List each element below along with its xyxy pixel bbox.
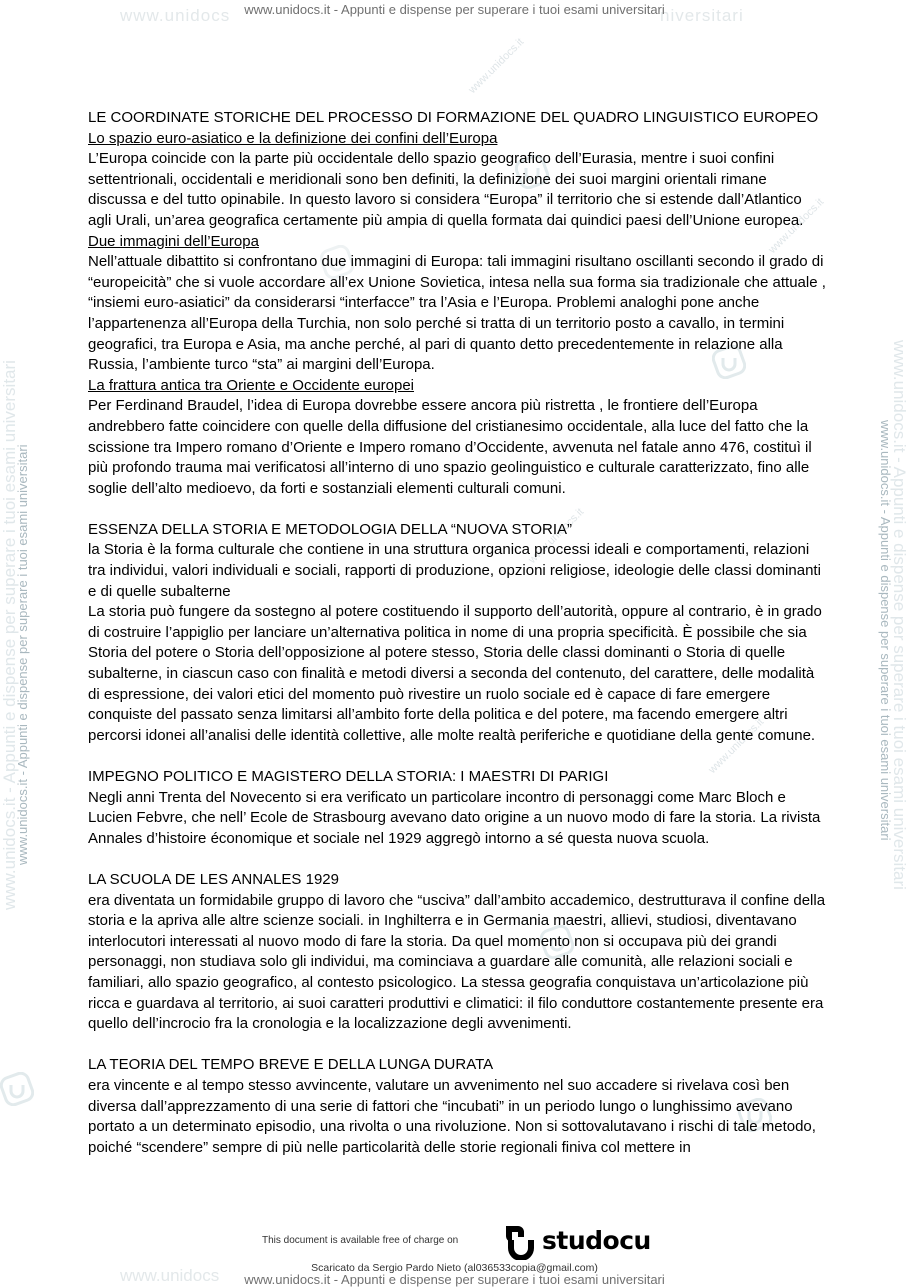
watermark-ghost-left: www.unidocs.it - Appunti e dispense per superare i tuoi esami universitari: [0, 360, 19, 910]
watermark-diagonal: www.unidocs.it: [526, 506, 587, 566]
watermark-ghost-top-left: www.unidocs: [120, 6, 231, 25]
watermark-logo-icon: [0, 1072, 34, 1106]
spacer: [88, 499, 828, 520]
studocu-brand[interactable]: studocu: [542, 1226, 651, 1255]
watermark-bottom: www.unidocs.it - Appunti e dispense per superare i tuoi esami universitari: [244, 1272, 665, 1287]
watermark-diagonal: www.unidocs.it: [466, 36, 527, 96]
downloaded-by: [0, 1262, 909, 1274]
spacer: [88, 1035, 828, 1056]
section-heading-essenza: ESSENZA DELLA STORIA E METODOLOGIA DELLA “NUOVA STORIA”: [88, 520, 573, 538]
watermark-right: www.unidocs.it - Appunti e dispense per superare i tuoi esami universitari: [878, 420, 893, 841]
section-subheading: Lo spazio euro-asiatico e la definizione dei confini dell’Europa: [88, 129, 498, 147]
section-heading-scuola: LA SCUOLA DE LES ANNALES 1929: [88, 870, 339, 888]
downloaded-by-text: Scaricato da Sergio Pardo Nieto (al036533copia@gmail.com): [311, 1262, 598, 1274]
section-paragraph: la Storia è la forma culturale che contiene in una struttura organica processi ideali e comportamenti, relazioni tra individui, valori individuali e sociali, rapporti di produzione, opzioni religiose, ideologie delle classi dominanti e di quelle subalterne: [88, 541, 821, 600]
watermark-ghost-bottom: www.unidocs: [120, 1266, 220, 1285]
section-heading-teoria: LA TEORIA DEL TEMPO BREVE E DELLA LUNGA DURATA: [88, 1056, 494, 1074]
watermark-diagonal: www.unidocs.it: [706, 716, 767, 776]
section-paragraph: Negli anni Trenta del Novecento si era verificato un particolare incontro di personaggi come Marc Bloch e Lucien Febvre, che nell’ Ecole de Strasbourg avevano dato origine a un nuovo modo di fare la storia. La rivista Annales d’histoire économique et sociale nel 1929 aggregò intorno a sé questa nuova scuola.: [88, 788, 821, 847]
section-paragraph: Per Ferdinand Braudel, l’idea di Europa dovrebbe essere ancora più ristretta , le frontiere dell’Europa andrebbero fatte coincidere con quelle della diffusione del cristianesimo occidentale, alla luce del fatto che la scissione tra Impero romano d’Oriente e Impero romano d’Occidente, avvenuta nel fatale anno 476, costituì il più profondo trauma mai verificatosi all’interno di uno spazio geolinguistico e culturale caratterizzato, fino alle soglie dell’alto medioevo, da forti e sostanziali elementi culturali comuni.: [88, 397, 812, 497]
document-title: LE COORDINATE STORICHE DEL PROCESSO DI FORMAZIONE DEL QUADRO LINGUISTICO EUROPEO: [88, 109, 819, 126]
watermark-diagonal: www.unidocs.it: [766, 196, 827, 256]
section-paragraph: Nell’attuale dibattito si confrontano due immagini di Europa: tali immagini risultano oscillanti secondo il grado di “europeicità” che si vuole accordare all’ex Unione Sovietica, intesa nella sua forma sia tradizionale che attuale , “insiemi euro-asiatici” da considerarsi “interfacce” tra l’Asia e l’Europa. Problemi analoghi pone anche l’appartenenza all’Europa della Turchia, non solo perché si tratta di un territorio posto a cavallo, in termini geografici, tra Europa e Asia, ma anche perché, al pari di quanto detto precedentemente in relazione alla Russia, l’ambiente turco “sta” ai margini dell’Europa.: [88, 253, 826, 374]
watermark-ghost-top-right: niversitari: [660, 6, 744, 25]
watermark-top: www.unidocs.it - Appunti e dispense per superare i tuoi esami universitari: [244, 2, 665, 17]
section-paragraph: era diventata un formidabile gruppo di lavoro che “usciva” dall’ambito accademico, destrutturava il confine della storia e la apriva alle altre scienze sociali. in Inghilterra e in Germania maestri, allievi, studiosi, diventavano interlocutori interessati al nuovo modo di fare la storia. Da quel momento non si occupava più dei grandi personaggi, non studiava solo gli individui, ma cominciava a guardare alle comunità, alle relazioni sociali e familiari, allo spazio geografico, al contesto psicologico. La stessa geografia conquistava un’articolazione più ricca e guardava al territorio, ai suoi caratteri produttivi e climatici: il filo conduttore costantemente presente era quello dell’incrocio fra la cronologia e la localizzazione degli avvenimenti.: [88, 891, 826, 1033]
section-paragraph: L’Europa coincide con la parte più occidentale dello spazio geografico dell’Eurasia, mentre i suoi confini settentrionali, occidentali e meridionali sono ben definiti, la definizione dei suoi margini orientali rimane discussa e del tutto opinabile. In questo lavoro si considera “Europa” il territorio che si estende dall’Atlantico agli Urali, un’area geografica certamente più ampia di quella formata dai quindici paesi dell’Unione europea.: [88, 150, 804, 229]
spacer: [88, 849, 828, 870]
section-subheading: Due immagini dell’Europa: [88, 232, 259, 250]
section-subheading: La frattura antica tra Oriente e Occidente europei: [88, 376, 415, 394]
watermark-ghost-right: www.unidocs.it - Appunti e dispense per superare i tuoi esami universitari: [890, 340, 909, 890]
spacer: [88, 746, 828, 767]
studocu-logo-icon[interactable]: [500, 1222, 540, 1260]
section-paragraph: La storia può fungere da sostegno al potere costituendo il supporto dell’autorità, oppure al contrario, è in grado di costruire l’appiglio per lanciare un’alternativa politica in nome di una propria specificità. È possibile che sia Storia del potere o Storia dell’opposizione al potere stesso, Storia delle classi dominanti o Storia di quelle subalterne, in ciascun caso con finalità e metodi diversi a seconda del contenuto, del carattere, delle modalità di espressione, dei valori etici del momento può rivestire un ruolo sociale ed è capace di fare emergere conquiste del passato senza limitarsi all’ambito forte della politica e del potere, ma facendo emergere altri percorsi idonei all’analisi delle identità collettive, alle molte realtà periferiche e quotidiane della gente comune.: [88, 603, 822, 744]
studocu-footer: [262, 1222, 662, 1258]
section-paragraph: era vincente e al tempo stesso avvincente, valutare un avvenimento nel suo accadere si rivelava così ben diversa dall’apprezzamento di una serie di fattori che “incubati” in un periodo lungo o lunghissimo avevano portato a un determinato episodio, una rivolta o una rivoluzione. Non si sottovalutavano i rischi di tale metodo, poiché “scendere” sempre di più nelle particolarità delle storie regionali finiva col mettere in: [88, 1076, 816, 1156]
document-body: [88, 108, 828, 1158]
watermark-left: www.unidocs.it - Appunti e dispense per superare i tuoi esami universitari: [15, 444, 30, 865]
footer-available-text: This document is available free of charge on: [262, 1235, 459, 1246]
section-heading-impegno: IMPEGNO POLITICO E MAGISTERO DELLA STORIA: I MAESTRI DI PARIGI: [88, 768, 609, 785]
